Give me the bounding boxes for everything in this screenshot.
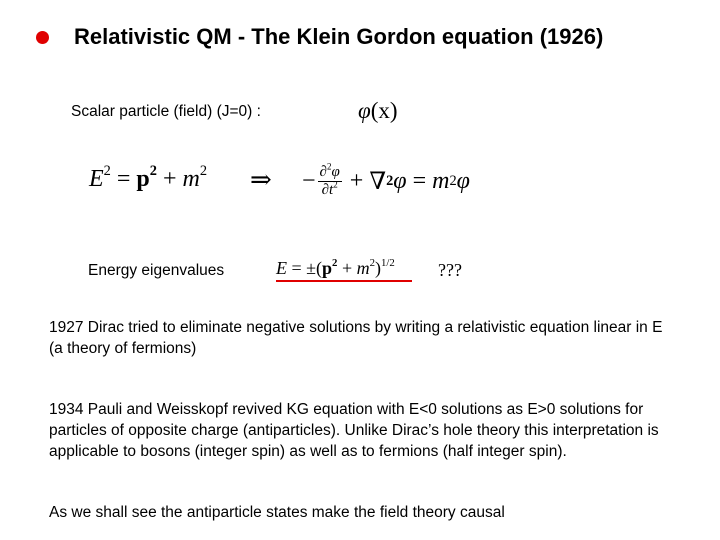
exponent: 2 bbox=[199, 163, 208, 180]
exponent: 2 bbox=[149, 163, 157, 180]
partial-symbol: ∂ bbox=[321, 181, 330, 198]
exponent: 2 bbox=[333, 178, 338, 189]
equals-sign: = bbox=[406, 167, 433, 194]
energy-symbol: E bbox=[276, 258, 287, 278]
scalar-field-formula bbox=[358, 98, 398, 124]
formula-underline bbox=[276, 280, 412, 282]
plus-sign: + bbox=[343, 167, 370, 194]
close-paren: ) bbox=[375, 258, 382, 278]
mass-symbol: m bbox=[182, 166, 200, 192]
minus-sign: − bbox=[302, 167, 316, 194]
phi-symbol: φ bbox=[331, 163, 340, 180]
partial-symbol: ∂ bbox=[319, 163, 327, 180]
phi-symbol: φ bbox=[456, 167, 470, 194]
dispersion-relation bbox=[89, 163, 208, 193]
energy-eigenvalue-formula bbox=[276, 258, 395, 279]
half-power: 1/2 bbox=[381, 256, 395, 269]
equals-sign: = bbox=[110, 166, 137, 192]
scalar-particle-label: Scalar particle (field) (J=0) : bbox=[71, 103, 261, 120]
fraction-numerator bbox=[318, 160, 342, 182]
slide-title: Relativistic QM - The Klein Gordon equation (1926) bbox=[74, 24, 604, 49]
exponent: 2 bbox=[326, 160, 332, 171]
exponent: 2 bbox=[332, 256, 338, 269]
exponent: 2 bbox=[369, 256, 376, 269]
pauli-weisskopf-paragraph: 1934 Pauli and Weisskopf revived KG equation with E<0 solutions as E>0 solutions for particles of opposite charge (antiparticles). Unlike Dirac’s hole theory this interpretation is applicable to bosons (integer spin) as well as to fermions (half integer spin). bbox=[49, 401, 659, 460]
mass-symbol: m bbox=[432, 167, 450, 194]
klein-gordon-equation: − $\frac{\partial^2\varphi}{\partial t^2}$ + ∇ 2 φ = m 2 φ bbox=[302, 160, 470, 198]
momentum-symbol: p bbox=[136, 166, 150, 192]
field-argument: (x) bbox=[370, 98, 398, 123]
nabla-symbol: ∇ bbox=[369, 168, 387, 195]
energy-symbol: E bbox=[89, 166, 104, 192]
plus-sign: + bbox=[156, 166, 183, 192]
question-marks: ??? bbox=[438, 260, 462, 280]
dirac-paragraph: 1927 Dirac tried to eliminate negative solutions by writing a relativistic equation linear in E (a theory of fermions) bbox=[49, 319, 663, 357]
mass-symbol: m bbox=[356, 258, 370, 278]
bullet-marker bbox=[36, 31, 49, 44]
momentum-symbol: p bbox=[322, 258, 333, 278]
plus-sign: + bbox=[337, 258, 357, 278]
fraction-denominator bbox=[318, 178, 342, 199]
exponent: 2 bbox=[103, 163, 111, 180]
implies-arrow: ⇒ bbox=[250, 165, 272, 194]
plus-minus-open: = ±( bbox=[287, 258, 323, 278]
time-derivative-fraction bbox=[318, 160, 342, 199]
time-symbol: t bbox=[329, 181, 334, 198]
phi-symbol: φ bbox=[358, 98, 371, 123]
causality-paragraph: As we shall see the antiparticle states make the field theory causal bbox=[49, 504, 505, 521]
energy-eigenvalues-label: Energy eigenvalues bbox=[88, 262, 225, 279]
phi-symbol: φ bbox=[393, 167, 407, 194]
